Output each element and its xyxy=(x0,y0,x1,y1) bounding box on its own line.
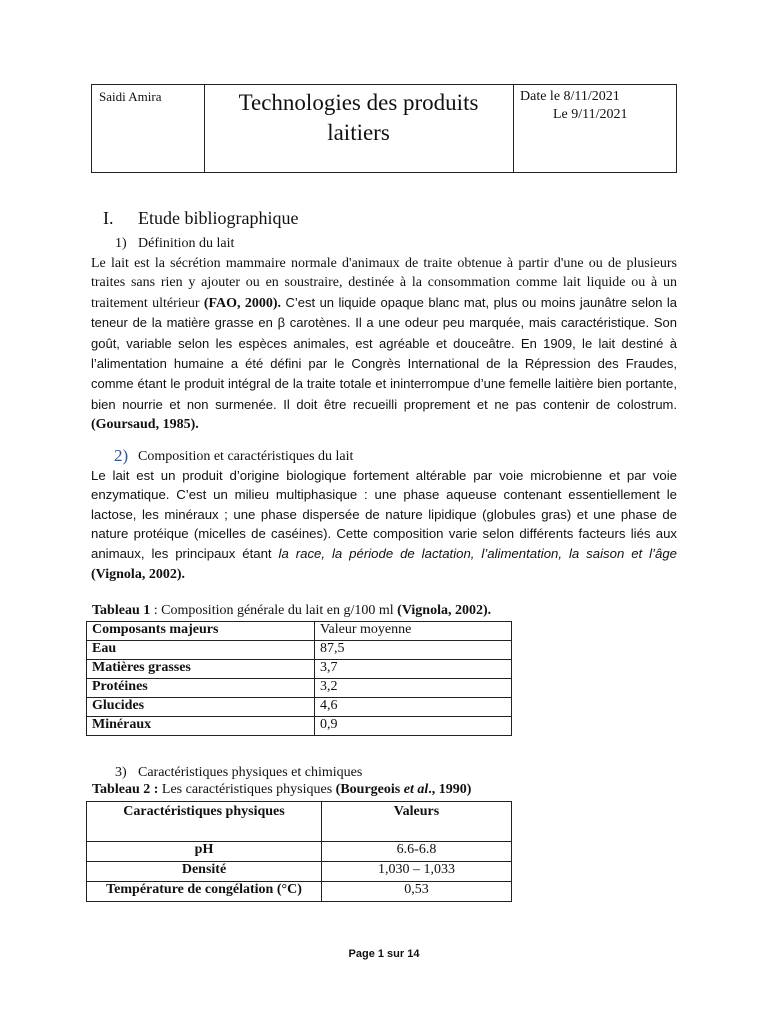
page-footer: Page 1 sur 14 xyxy=(348,948,420,960)
table-row xyxy=(87,882,512,902)
table-cell: Glucides xyxy=(87,698,315,717)
table-cell: 6.6-6.8 xyxy=(322,842,512,862)
table-cell: Eau xyxy=(87,641,315,660)
table-cell: 87,5 xyxy=(315,641,512,660)
composition-table xyxy=(86,621,512,736)
table-cell: 3,2 xyxy=(315,679,512,698)
ref-vignola: (Vignola, 2002). xyxy=(91,567,185,583)
subsection3-number: 3) xyxy=(115,765,127,780)
table-cell: Température de congélation (°C) xyxy=(87,882,322,902)
ref-goursaud: (Goursaud, 1985). xyxy=(91,417,199,433)
author-cell xyxy=(92,85,205,172)
table-cell: 4,6 xyxy=(315,698,512,717)
subsection1-title: Définition du lait xyxy=(138,236,235,251)
table-cell: Matières grasses xyxy=(87,660,315,679)
doc-title-line2: laitiers xyxy=(327,120,390,145)
date-line2: Le 9/11/2021 xyxy=(553,107,628,122)
table-row xyxy=(87,717,512,736)
table2-ref: (Bourgeois et al., 1990) xyxy=(335,782,472,797)
composition-paragraph xyxy=(91,466,677,584)
table1-label: Tableau 1 xyxy=(92,603,151,618)
definition-text-1: Le lait est la sécrétion mammaire normale d'animaux de traite obtenue à partir d'une ou de plusieurs traites sans rien y ajouter ou en soustraire, destinée à la consommation comme lait liquide ou à un traitement ultérieur xyxy=(91,256,677,311)
table-cell: 0,53 xyxy=(322,882,512,902)
composition-text: Le lait est un produit d’origine biologique fortement altérable par voie microbienne et par voie enzymatique. C’est un milieu multiphasique : une phase aqueuse contenant essentiellement le lactose, les minéraux ; une phase dispersée de nature lipidique (globules gras) et une phase de nature protéique (micelles de caséines). Cette composition varie selon différents facteurs liés aux animaux, les principaux étant xyxy=(91,468,677,561)
table-row xyxy=(87,660,512,679)
table-row xyxy=(87,622,512,641)
table-cell: Densité xyxy=(87,862,322,882)
author-name: Saidi Amira xyxy=(99,89,162,104)
definition-text-2: C’est un liquide opaque blanc mat, plus ou moins jaunâtre selon la teneur de la matière grasse en β carotènes. Il a une odeur peu marquée, mais caractéristique. Son goût, variable selon les espèces animales, est agréable et douceâtre. En 1909, le lait destiné à l’alimentation humaine a été défini par le Congrès International de la Répression des Fraudes, comme étant le produit intégral de la traite totale et ininterrompue d’une femelle laitière bien portante, bien nourrie et non surmenée. Il doit être recueilli proprement et ne pas contenir de colostrum. xyxy=(91,294,678,412)
table-cell: 0,9 xyxy=(315,717,512,736)
table2-caption xyxy=(92,782,471,798)
table-cell: Minéraux xyxy=(87,717,315,736)
doc-title-line1: Technologies des produits xyxy=(238,90,479,115)
ref-fao: (FAO, 2000). xyxy=(203,295,282,311)
subsection2-title: Composition et caractéristiques du lait xyxy=(138,449,354,464)
composition-factors: la race, la période de lactation, l’alimentation, la saison et l’âge xyxy=(278,545,677,561)
subsection1-number: 1) xyxy=(115,236,127,251)
title-cell xyxy=(204,85,514,172)
physical-characteristics-table xyxy=(86,801,512,902)
subsection3-title: Caractéristiques physiques et chimiques xyxy=(138,765,363,780)
table-header-cell: Valeurs xyxy=(322,802,512,842)
table-cell: 1,030 – 1,033 xyxy=(322,862,512,882)
subsection2-number: 2) xyxy=(114,446,129,465)
table-cell: pH xyxy=(87,842,322,862)
table1-caption-text: : Composition générale du lait en g/100 ml xyxy=(150,603,398,618)
definition-paragraph xyxy=(91,254,677,435)
table-header-cell: Valeur moyenne xyxy=(315,622,512,641)
table-row xyxy=(87,679,512,698)
table-header-cell: Composants majeurs xyxy=(87,622,315,641)
table-row xyxy=(87,641,512,660)
date-line1: Date le 8/11/2021 xyxy=(520,89,620,104)
table2-label: Tableau 2 : xyxy=(92,782,159,797)
table-row xyxy=(87,698,512,717)
table-row xyxy=(87,842,512,862)
table-cell: 3,7 xyxy=(315,660,512,679)
date-cell xyxy=(513,85,676,172)
document-header xyxy=(91,84,677,173)
table1-ref: (Vignola, 2002). xyxy=(397,603,492,618)
table-cell: Protéines xyxy=(87,679,315,698)
table1-caption xyxy=(92,603,491,619)
table-row xyxy=(87,802,512,842)
table-header-cell: Caractéristiques physiques xyxy=(87,802,322,842)
section-title: Etude bibliographique xyxy=(138,208,299,228)
section-number: I. xyxy=(103,208,114,228)
table-row xyxy=(87,862,512,882)
table2-caption-text: Les caractéristiques physiques xyxy=(158,782,336,797)
